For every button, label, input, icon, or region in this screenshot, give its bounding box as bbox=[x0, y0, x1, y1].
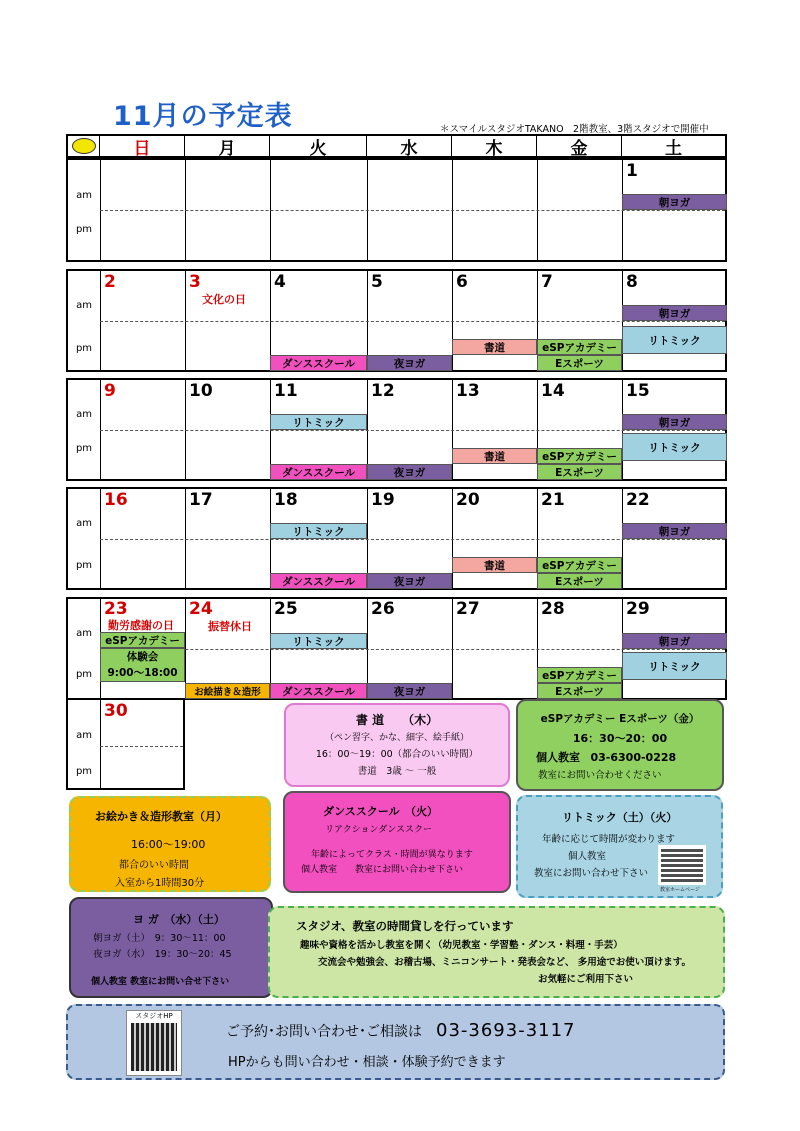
event-shodo: 書道 bbox=[452, 557, 537, 573]
day-number: 13 bbox=[456, 381, 480, 401]
am-label: am bbox=[76, 190, 92, 201]
rit-line2: 個人教室 bbox=[568, 851, 607, 862]
day-number: 24 bbox=[189, 599, 213, 619]
esp-private: 個人教室 bbox=[536, 751, 580, 764]
dance-info-box bbox=[283, 791, 511, 893]
event-ritomikku: リトミック bbox=[270, 633, 367, 649]
pm-label: pm bbox=[75, 669, 93, 680]
event-dance: ダンススクール bbox=[270, 355, 367, 371]
am-label: am bbox=[76, 518, 92, 529]
esp-info-box bbox=[516, 699, 724, 791]
rent-line3: お気軽にご利用下さい bbox=[538, 974, 634, 985]
esp-ask: 教室にお問い合わせください bbox=[538, 770, 662, 781]
yoga-line1: 朝ヨガ（土） 9：30～11：00 bbox=[93, 933, 226, 944]
week-row-4 bbox=[66, 487, 727, 590]
event-dance: ダンススクール bbox=[270, 464, 367, 480]
smiley-icon bbox=[68, 136, 100, 156]
day-number: 30 bbox=[104, 701, 128, 721]
dance-line1: 年齢によってクラス・時間が異なります bbox=[311, 850, 473, 860]
day-number: 17 bbox=[189, 490, 213, 510]
day-number: 9 bbox=[104, 381, 116, 401]
event-yoru-yoga: 夜ヨガ bbox=[367, 683, 452, 699]
event-yoru-yoga: 夜ヨガ bbox=[367, 573, 452, 589]
rit-qr-caption: 教室ホームページ bbox=[660, 887, 700, 893]
event-ritomikku: リトミック bbox=[622, 326, 727, 354]
ritomikku-info-box bbox=[516, 795, 723, 898]
day-number: 14 bbox=[541, 381, 565, 401]
week-row-6 bbox=[66, 698, 185, 790]
day-number: 29 bbox=[626, 599, 650, 619]
event-taiken: 体験会 bbox=[100, 648, 185, 664]
pm-label: pm bbox=[75, 560, 93, 571]
event-shodo: 書道 bbox=[452, 339, 537, 355]
yoga-info-box bbox=[69, 897, 273, 998]
oekaki-title: お絵かき＆造形教室（月） bbox=[95, 810, 227, 823]
event-ritomikku: リトミック bbox=[622, 652, 727, 680]
yoga-title: ヨ ガ （水）（土） bbox=[133, 913, 225, 926]
day-number: 11 bbox=[274, 381, 298, 401]
esp-time: 16：30～20：00 bbox=[572, 732, 668, 745]
pm-label: pm bbox=[75, 443, 93, 454]
day-number: 1 bbox=[626, 161, 638, 181]
day-number: 12 bbox=[371, 381, 395, 401]
day-number: 18 bbox=[274, 490, 298, 510]
studio-qr-caption: スタジオHP bbox=[135, 1012, 173, 1020]
contact-box bbox=[66, 1004, 725, 1080]
rental-info-box bbox=[268, 906, 725, 998]
day-number: 7 bbox=[541, 272, 553, 292]
event-shodo: 書道 bbox=[452, 448, 537, 464]
day-number: 19 bbox=[371, 490, 395, 510]
day-number: 26 bbox=[371, 599, 395, 619]
rent-title: スタジオ、教室の時間貸しを行っています bbox=[296, 919, 514, 933]
event-esports: Eスポーツ bbox=[537, 573, 622, 589]
event-asa-yoga: 朝ヨガ bbox=[622, 414, 727, 430]
oekaki-info-box bbox=[69, 796, 271, 892]
week-row-5 bbox=[66, 597, 727, 700]
event-ritomikku: リトミック bbox=[270, 523, 367, 539]
contact-phone[interactable]: 03-3693-3117 bbox=[436, 1020, 576, 1041]
day-number: 15 bbox=[626, 381, 650, 401]
day-number: 21 bbox=[541, 490, 565, 510]
rit-line3: 教室にお問い合わせ下さい bbox=[534, 868, 649, 879]
contact-lead: ご予約･お問い合わせ･ご相談は bbox=[226, 1024, 422, 1040]
weekday-fri: 金 bbox=[537, 136, 622, 156]
am-label: am bbox=[76, 409, 92, 420]
event-asa-yoga: 朝ヨガ bbox=[622, 633, 727, 649]
studio-qr-icon[interactable] bbox=[126, 1010, 182, 1076]
event-yoru-yoga: 夜ヨガ bbox=[367, 355, 452, 371]
event-esports: Eスポーツ bbox=[537, 683, 622, 699]
esp-title: eSPアカデミー Eスポーツ（金） bbox=[540, 713, 700, 725]
weekday-header bbox=[66, 134, 727, 158]
qr-code-icon[interactable] bbox=[658, 845, 706, 885]
dance-title: ダンススクール （火） bbox=[323, 805, 439, 818]
dance-line2: 個人教室 教室にお問い合わせ下さい bbox=[301, 865, 464, 875]
event-asa-yoga: 朝ヨガ bbox=[622, 523, 727, 539]
day-number: 4 bbox=[274, 272, 286, 292]
weekday-wed: 水 bbox=[367, 136, 452, 156]
event-esp-academy: eSPアカデミー bbox=[537, 339, 622, 355]
day-number: 16 bbox=[104, 490, 128, 510]
event-esp-academy: eSPアカデミー bbox=[537, 448, 622, 464]
week-row-3 bbox=[66, 378, 727, 481]
event-asa-yoga: 朝ヨガ bbox=[622, 305, 727, 321]
day-number: 22 bbox=[626, 490, 650, 510]
day-number: 8 bbox=[626, 272, 638, 292]
day-number: 3 bbox=[189, 272, 201, 292]
rit-line1: 年齢に応じて時間が変わります bbox=[542, 834, 676, 845]
day-number: 5 bbox=[371, 272, 383, 292]
pm-label: pm bbox=[75, 224, 93, 235]
event-esp-academy: eSPアカデミー bbox=[537, 557, 622, 573]
event-yoru-yoga: 夜ヨガ bbox=[367, 464, 452, 480]
rent-line2: 交流会や勉強会、お稽古場、ミニコンサート・発表会など、 多用途でお使い頂けます。 bbox=[318, 957, 692, 968]
weekday-thu: 木 bbox=[452, 136, 537, 156]
day-number: 10 bbox=[189, 381, 213, 401]
am-label: am bbox=[76, 730, 92, 741]
rit-title: リトミック（土）（火） bbox=[562, 811, 678, 824]
holiday-label: 文化の日 bbox=[202, 293, 246, 306]
yoga-line3: 個人教室 教室にお問い合せ下さい bbox=[91, 977, 230, 987]
shodo-age: 書道 3歳 ～ 一般 bbox=[357, 766, 437, 777]
event-esp-academy: eSPアカデミー bbox=[100, 632, 185, 648]
shodo-time: 16：00～19：00（都合のいい時間） bbox=[315, 749, 479, 760]
weekday-tue: 火 bbox=[270, 136, 367, 156]
weekday-sun: 日 bbox=[100, 136, 185, 156]
event-dance: ダンススクール bbox=[270, 683, 367, 699]
dance-sub: リアクションダンススクー bbox=[325, 825, 433, 835]
holiday-label: 勤労感謝の日 bbox=[108, 619, 174, 632]
am-label: am bbox=[76, 628, 92, 639]
event-asa-yoga: 朝ヨガ bbox=[622, 194, 727, 210]
pm-label: pm bbox=[75, 766, 93, 777]
am-label: am bbox=[76, 300, 92, 311]
event-taiken-time: 9:00～18:00 bbox=[100, 664, 185, 682]
holiday-label: 振替休日 bbox=[208, 620, 252, 633]
event-ritomikku: リトミック bbox=[270, 414, 367, 430]
pm-label: pm bbox=[75, 343, 93, 354]
day-number: 20 bbox=[456, 490, 480, 510]
event-esp-academy: eSPアカデミー bbox=[537, 667, 622, 683]
event-esports: Eスポーツ bbox=[537, 464, 622, 480]
event-oekaki: お絵描き＆造形 bbox=[185, 683, 270, 699]
page-title: 11月の予定表 bbox=[113, 101, 293, 132]
day-number: 27 bbox=[456, 599, 480, 619]
rent-line1: 趣味や資格を活かし教室を開く（幼児教室・学習塾・ダンス・料理・手芸） bbox=[300, 940, 623, 951]
day-number: 25 bbox=[274, 599, 298, 619]
week-row-2 bbox=[66, 269, 727, 372]
yoga-line2: 夜ヨガ（水） 19：30～20：45 bbox=[93, 949, 232, 960]
day-number: 28 bbox=[541, 599, 565, 619]
oekaki-line1: 都合のいい時間 bbox=[119, 860, 189, 871]
event-esports: Eスポーツ bbox=[537, 355, 622, 371]
shodo-title: 書 道 （木） bbox=[355, 713, 439, 727]
day-number: 23 bbox=[104, 599, 128, 619]
oekaki-line2: 入室から1時間30分 bbox=[115, 878, 205, 889]
weekday-mon: 月 bbox=[185, 136, 270, 156]
shodo-sub: （ペン習字、かな、細字、絵手紙） bbox=[324, 733, 469, 743]
day-number: 2 bbox=[104, 272, 116, 292]
oekaki-time: 16:00～19:00 bbox=[131, 838, 206, 851]
esp-tel: 03-6300-0228 bbox=[590, 751, 677, 764]
weekday-sat: 土 bbox=[665, 138, 682, 159]
week-row-1 bbox=[66, 158, 727, 262]
contact-hp-line: HPからも問い合わせ・相談・体験予約できます bbox=[228, 1055, 506, 1070]
day-number: 6 bbox=[456, 272, 468, 292]
venue-note: ＊スマイルスタジオTAKANO 2階教室、3階スタジオで開催中 bbox=[440, 124, 709, 135]
event-ritomikku: リトミック bbox=[622, 433, 727, 461]
event-dance: ダンススクール bbox=[270, 573, 367, 589]
shodo-info-box bbox=[284, 703, 510, 787]
